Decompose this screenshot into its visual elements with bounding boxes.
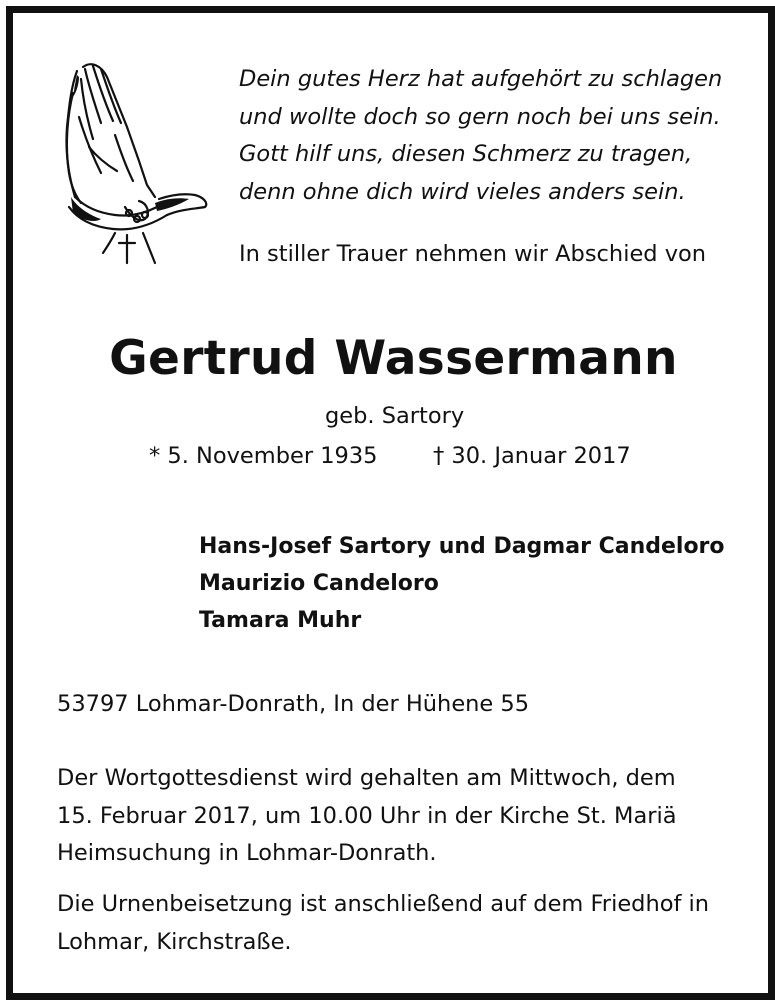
burial-notice: [57, 886, 757, 961]
poem: [239, 61, 759, 211]
death-date: † 30. Januar 2017: [433, 443, 631, 469]
farewell-intro: In stiller Trauer nehmen wir Abschied von: [239, 241, 707, 267]
mourner-name: Maurizio Candeloro: [199, 571, 439, 596]
poem-line: Gott hilf uns, diesen Schmerz zu tragen,: [239, 141, 693, 167]
mourner-name: Hans-Josef Sartory und Dagmar Candeloro: [199, 534, 725, 559]
service-line: Der Wortgottesdienst wird gehalten am Mittwoch, dem: [57, 765, 676, 791]
service-line: Heimsuchung in Lohmar-Donrath.: [57, 840, 437, 866]
praying-hands-icon: [55, 57, 215, 271]
burial-line: Die Urnenbeisetzung ist anschließend auf dem Friedhof in: [57, 891, 710, 917]
birth-date: * 5. November 1935: [149, 443, 378, 469]
family-address: 53797 Lohmar-Donrath, In der Hühene 55: [57, 691, 530, 717]
service-notice: [57, 760, 757, 873]
poem-line: denn ohne dich wird vieles anders sein.: [239, 178, 686, 205]
obituary-card: [6, 6, 775, 1000]
mourners-list: [199, 528, 725, 639]
deceased-name: Gertrud Wassermann: [109, 331, 678, 386]
poem-line: und wollte doch so gern noch bei uns sein.: [239, 103, 721, 130]
burial-line: Lohmar, Kirchstraße.: [57, 928, 292, 955]
poem-line: Dein gutes Herz hat aufgehört zu schlagen: [239, 66, 723, 92]
mourner-name: Tamara Muhr: [199, 608, 362, 633]
maiden-name: geb. Sartory: [325, 403, 465, 429]
service-line: 15. Februar 2017, um 10.00 Uhr in der Kirche St. Mariä: [57, 802, 677, 829]
